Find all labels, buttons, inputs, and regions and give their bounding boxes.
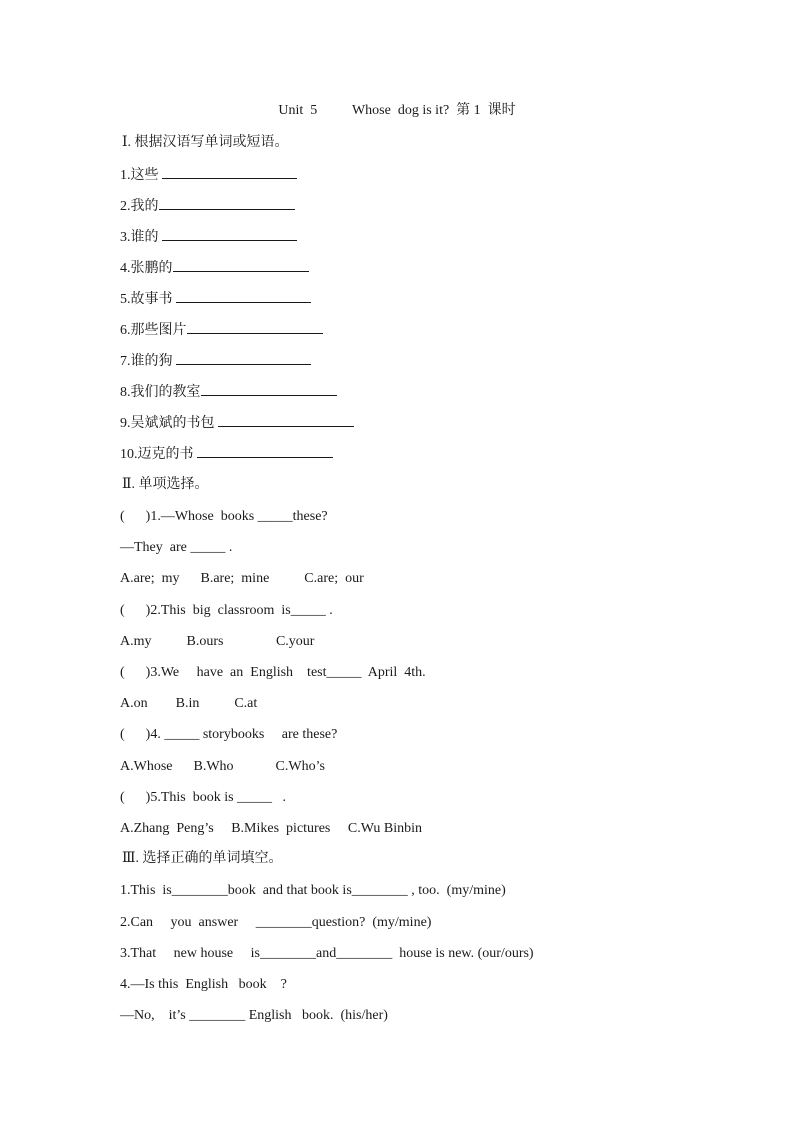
choice-question-5-options: A.Zhang Peng’s B.Mikes pictures C.Wu Binbin — [120, 821, 422, 836]
vocab-item-9 — [120, 412, 354, 434]
answer-blank-2[interactable] — [159, 195, 295, 210]
vocab-item-5 — [120, 288, 311, 310]
section-1-heading: Ⅰ. 根据汉语写单词或短语。 — [122, 135, 289, 150]
fill-question-2: 2.Can you answer ________question? (my/mine) — [120, 915, 432, 930]
vocab-item-3-text: 3.谁的 — [120, 230, 162, 245]
choice-question-1: ( )1.—Whose books _____these? — [120, 509, 328, 524]
choice-question-4: ( )4. _____ storybooks are these? — [120, 727, 338, 742]
answer-blank-5[interactable] — [176, 288, 311, 303]
fill-question-3: 3.That new house is________and________ house is new. (our/ours) — [120, 946, 534, 961]
vocab-item-1-text: 1.这些 — [120, 168, 162, 183]
choice-question-5: ( )5.This book is _____ . — [120, 790, 287, 805]
answer-blank-8[interactable] — [201, 381, 337, 396]
fill-question-1: 1.This is________book and that book is________ , too. (my/mine) — [120, 883, 506, 898]
answer-blank-6[interactable] — [187, 319, 323, 334]
fill-question-4: 4.—Is this English book ? — [120, 977, 287, 992]
vocab-item-3 — [120, 226, 297, 248]
vocab-item-8-text: 8.我们的教室 — [120, 385, 201, 400]
vocab-item-2 — [120, 195, 295, 217]
answer-blank-4[interactable] — [173, 257, 309, 272]
answer-blank-10[interactable] — [197, 443, 333, 458]
section-2-heading: Ⅱ. 单项选择。 — [122, 477, 209, 492]
vocab-item-6-text: 6.那些图片 — [120, 323, 187, 338]
choice-question-3-options: A.on B.in C.at — [120, 696, 258, 711]
choice-question-1-answer-line: —They are _____ . — [120, 540, 233, 555]
vocab-item-4-text: 4.张鹏的 — [120, 261, 173, 276]
choice-question-4-options: A.Whose B.Who C.Who’s — [120, 759, 325, 774]
fill-question-4-answer-line: —No, it’s ________ English book. (his/her) — [120, 1008, 388, 1023]
vocab-item-8 — [120, 381, 337, 403]
answer-blank-7[interactable] — [176, 350, 311, 365]
vocab-item-5-text: 5.故事书 — [120, 292, 176, 307]
vocab-item-10-text: 10.迈克的书 — [120, 447, 197, 462]
answer-blank-9[interactable] — [218, 412, 354, 427]
answer-blank-3[interactable] — [162, 226, 297, 241]
answer-blank-1[interactable] — [162, 164, 297, 179]
vocab-item-10 — [120, 443, 333, 465]
vocab-item-7 — [120, 350, 311, 372]
vocab-item-4 — [120, 257, 309, 279]
choice-question-2-options: A.my B.ours C.your — [120, 634, 315, 649]
section-3-heading: Ⅲ. 选择正确的单词填空。 — [122, 851, 283, 866]
vocab-item-7-text: 7.谁的狗 — [120, 354, 176, 369]
choice-question-3: ( )3.We have an English test_____ April 4th. — [120, 665, 426, 680]
choice-question-2: ( )2.This big classroom is_____ . — [120, 603, 333, 618]
vocab-item-1 — [120, 164, 297, 186]
choice-question-1-options: A.are; my B.are; mine C.are; our — [120, 571, 364, 586]
vocab-item-2-text: 2.我的 — [120, 199, 159, 214]
vocab-item-9-text: 9.吴斌斌的书包 — [120, 416, 218, 431]
page-title: Unit 5 Whose dog is it? 第 1 课时 — [278, 103, 516, 118]
vocab-item-6 — [120, 319, 323, 341]
